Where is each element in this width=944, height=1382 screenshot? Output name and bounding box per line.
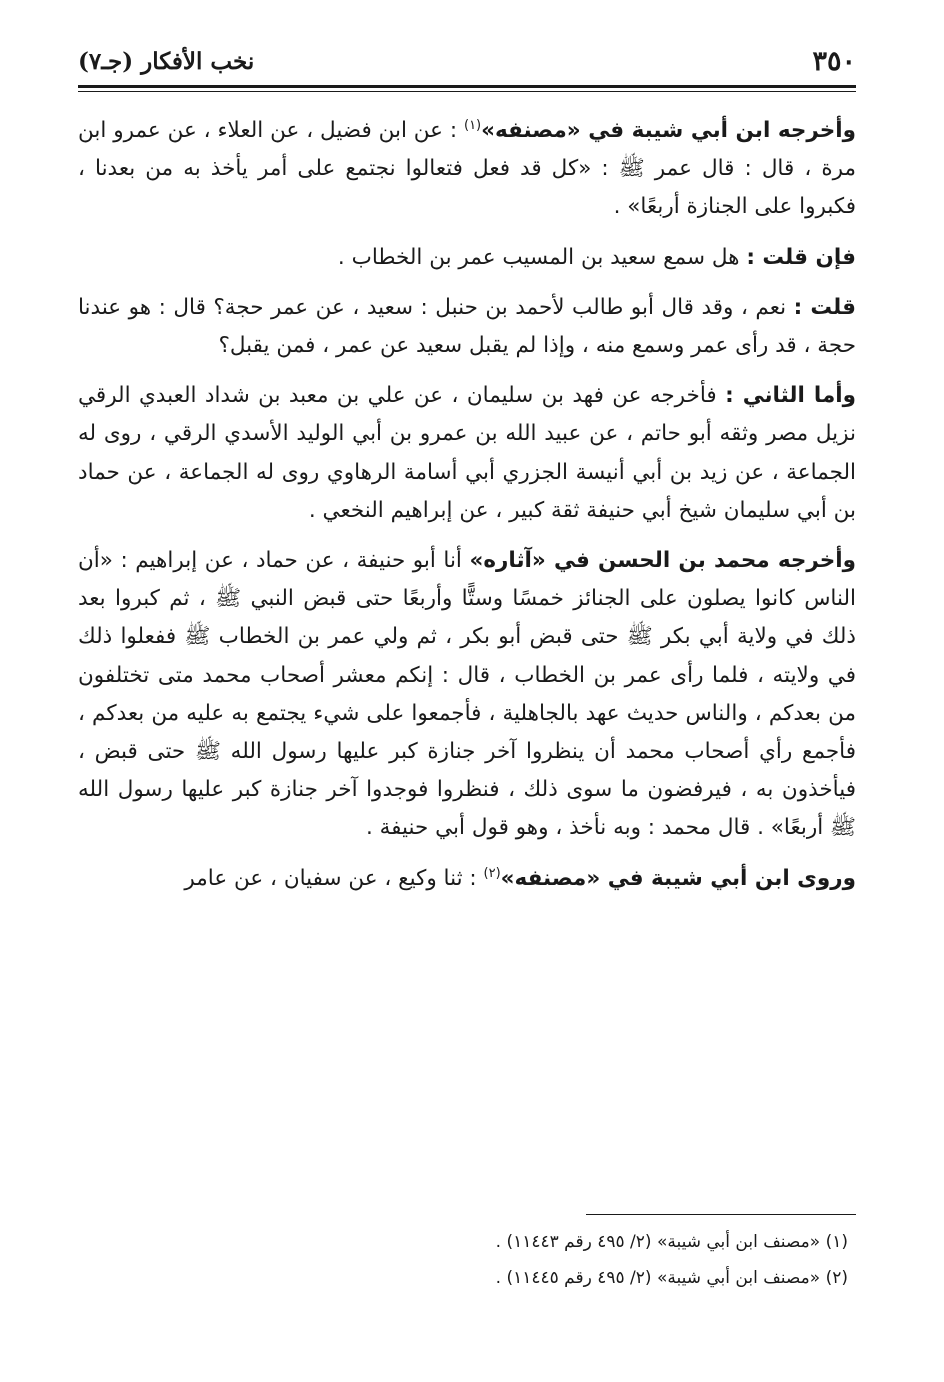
footnote: (١) «مصنف ابن أبي شيبة» (٢/ ٤٩٥ رقم ١١٤٤٣) .	[495, 1232, 848, 1252]
body-text	[78, 112, 856, 910]
footnote-separator	[586, 1214, 856, 1215]
paragraph	[78, 377, 856, 530]
paragraph	[78, 289, 856, 365]
page-header	[78, 40, 856, 82]
paragraph	[78, 112, 856, 227]
header-rule-thick	[78, 85, 856, 88]
paragraph-lead: وأخرجه محمد بن الحسن في «آثاره»	[469, 548, 856, 574]
paragraph-text: فأخرجه عن فهد بن سليمان ، عن علي بن معبد بن شداد العبدي الرقي نزيل مصر وثقه أبو حاتم ، عن عبيد الله بن عمرو بن أبي الوليد الأسدي الرقي ، روى له الجماعة ، عن زيد بن أبي أنيسة الجزري أبي أسامة الرهاوي روى له الجماعة ، عن حماد بن أبي سليمان شيخ أبي حنيفة ثقة كبير ، عن إبراهيم النخعي .	[78, 383, 856, 523]
paragraph	[78, 860, 856, 898]
header-rule-thin	[78, 91, 856, 92]
paragraph-text: أنا أبو حنيفة ، عن حماد ، عن إبراهيم : «أن الناس كانوا يصلون على الجنائز خمسًا وستًّا وأربعًا حتى قبض النبي ﷺ ، ثم كبروا بعد ذلك في ولاية أبي بكر ﷺ حتى قبض أبو بكر ، ثم ولي عمر بن الخطاب ﷺ ففعلوا ذلك في ولايته ، فلما رأى عمر بن الخطاب ، قال : إنكم معشر أصحاب محمد متى تختلفون من بعدكم ، والناس حديث عهد بالجاهلية ، فأجمعوا على شيء يجتمع به عليه من بعدكم ، فأجمع رأي أصحاب محمد أن ينظروا آخر جنازة كبر عليها رسول الله ﷺ حتى قبض ، فيأخذون به ، فيرفضون ما سوى ذلك ، فنظروا فوجدوا آخر جنازة كبر عليها رسول الله ﷺ أربعًا» . قال محمد : وبه نأخذ ، وهو قول أبي حنيفة .	[78, 548, 856, 841]
footnotes	[78, 1226, 848, 1298]
paragraph-text: نعم ، وقد قال أبو طالب لأحمد بن حنبل : سعيد ، عن عمر حجة؟ قال : هو عندنا حجة ، قد رأى عمر وسمع منه ، وإذا لم يقبل سعيد عن عمر ، فمن يقبل؟	[78, 294, 856, 359]
page-number: ٣٥٠	[812, 45, 856, 77]
paragraph-lead: قلت :	[793, 294, 856, 320]
running-title: نخب الأفكار (جـ٧)	[78, 47, 255, 75]
paragraph-text: : ثنا وكيع ، عن سفيان ، عن عامر	[184, 865, 484, 891]
paragraph-lead: وأخرجه ابن أبي شيبة في «مصنفه»	[481, 118, 856, 143]
paragraph-text: : عن ابن فضيل ، عن العلاء ، عن عمرو ابن مرة ، قال : قال عمر ﷺ : «كل قد فعل فتعالوا نجتمع على أمر يأخذ به من بعدنا ، فكبروا على الجنازة أربعًا» .	[78, 118, 856, 220]
footnote-ref[interactable]: (٢)	[483, 865, 501, 881]
paragraph-lead: وروى ابن أبي شيبة في «مصنفه»	[500, 865, 856, 891]
paragraph	[78, 239, 856, 277]
footnote-ref[interactable]: (١)	[463, 117, 482, 133]
paragraph-lead: فإن قلت :	[746, 244, 856, 270]
footnote: (٢) «مصنف ابن أبي شيبة» (٢/ ٤٩٥ رقم ١١٤٤٥) .	[495, 1268, 848, 1288]
paragraph-text: هل سمع سعيد بن المسيب عمر بن الخطاب .	[337, 244, 747, 270]
paragraph	[78, 542, 856, 848]
paragraph-lead: وأما الثاني :	[725, 383, 856, 409]
